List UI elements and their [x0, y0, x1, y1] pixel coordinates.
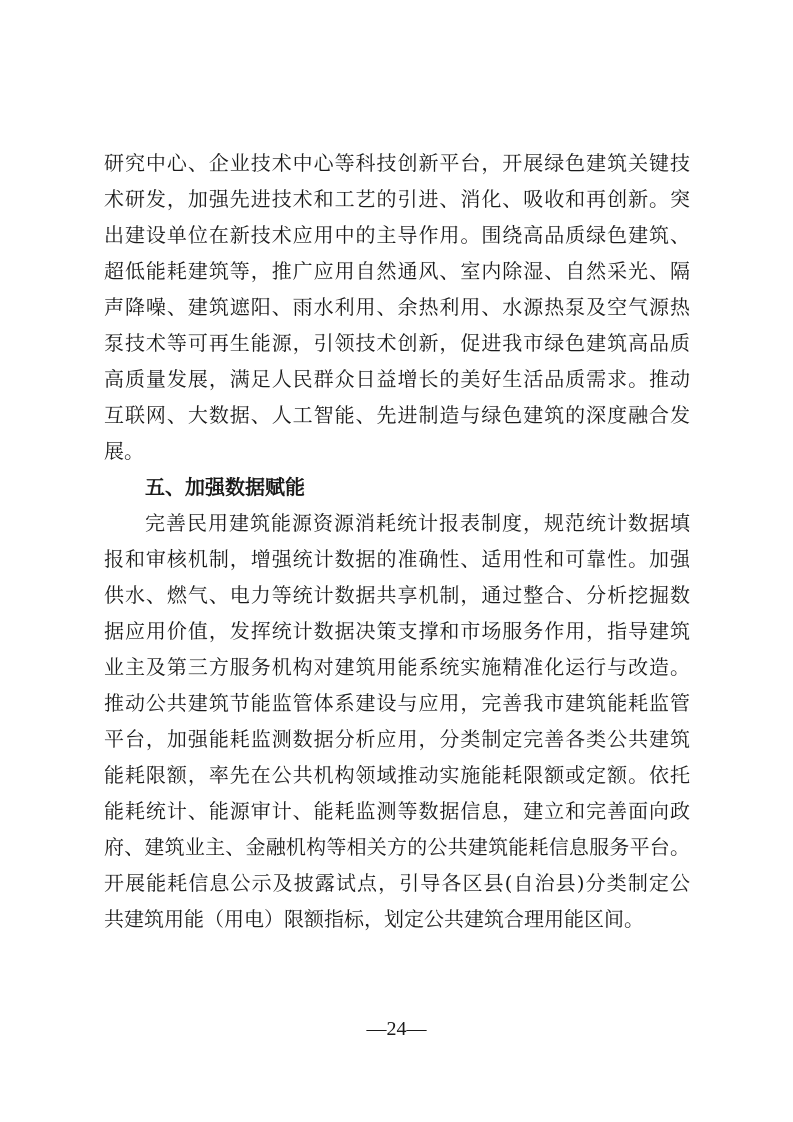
paragraph-line: 平台，加强能耗监测数据分析应用，分类制定完善各类公共建筑: [104, 727, 690, 751]
paragraph-line: 开展能耗信息公示及披露试点，引导各区县(自治县)分类制定公: [104, 871, 690, 895]
paragraph-line: 展。: [104, 439, 144, 463]
paragraph-line: 业主及第三方服务机构对建筑用能系统实施精准化运行与改造。: [104, 655, 690, 679]
paragraph-line: 完善民用建筑能源资源消耗统计报表制度，规范统计数据填: [145, 511, 690, 535]
paragraph-line: 研究中心、企业技术中心等科技创新平台，开展绿色建筑关键技: [104, 151, 690, 175]
paragraph-line: 共建筑用能（用电）限额指标，划定公共建筑合理用能区间。: [104, 907, 644, 931]
page-number: —24—: [366, 1018, 427, 1040]
paragraph-line: 据应用价值，发挥统计数据决策支撑和市场服务作用，指导建筑: [104, 619, 690, 643]
paragraph-line: 能耗限额，率先在公共机构领域推动实施能耗限额或定额。依托: [104, 763, 690, 787]
paragraph-line: 能耗统计、能源审计、能耗监测等数据信息，建立和完善面向政: [104, 799, 690, 823]
paragraph-line: 超低能耗建筑等，推广应用自然通风、室内除湿、自然采光、隔: [104, 259, 690, 283]
paragraph-line: 供水、燃气、电力等统计数据共享机制，通过整合、分析挖掘数: [104, 583, 690, 607]
paragraph-line: 推动公共建筑节能监管体系建设与应用，完善我市建筑能耗监管: [104, 691, 690, 715]
paragraph-line: 声降噪、建筑遮阳、雨水利用、余热利用、水源热泵及空气源热: [104, 295, 690, 319]
paragraph-line: 出建设单位在新技术应用中的主导作用。围绕高品质绿色建筑、: [104, 223, 690, 247]
paragraph-line: 泵技术等可再生能源，引领技术创新，促进我市绿色建筑高品质: [104, 331, 690, 355]
paragraph-line: 府、建筑业主、金融机构等相关方的公共建筑能耗信息服务平台。: [104, 835, 690, 859]
paragraph-line: 术研发，加强先进技术和工艺的引进、消化、吸收和再创新。突: [104, 187, 690, 211]
paragraph-line: 互联网、大数据、人工智能、先进制造与绿色建筑的深度融合发: [104, 403, 690, 427]
paragraph-line: 报和审核机制，增强统计数据的准确性、适用性和可靠性。加强: [104, 547, 690, 571]
section-heading: 五、加强数据赋能: [145, 475, 305, 499]
paragraph-line: 高质量发展，满足人民群众日益增长的美好生活品质需求。推动: [104, 367, 690, 391]
